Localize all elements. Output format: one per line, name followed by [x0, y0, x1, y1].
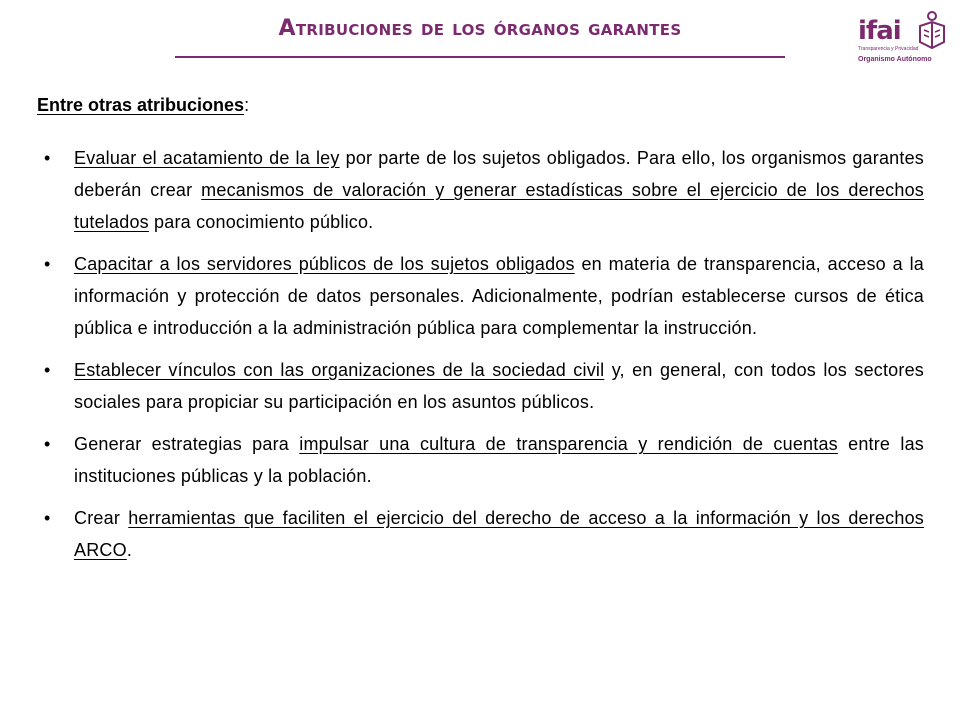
item-text: Generar estrategias para [74, 434, 300, 454]
lead-colon: : [244, 95, 250, 115]
bullet-icon: • [44, 254, 51, 274]
bullet-icon: • [44, 148, 51, 168]
item-text: Crear [74, 508, 129, 528]
item-text: por parte de los sujetos obligados. Para ello, los organismos garantes deberán crear [74, 148, 924, 200]
underlined-text: mecanismos de valoración y generar estadísticas sobre el ejercicio de los derechos tutelados [74, 180, 925, 232]
underlined-text: herramientas que faciliten el ejercicio del derecho de acceso a la información y los derechos ARCO [74, 508, 924, 560]
lead-text: Entre otras atribuciones [37, 95, 245, 115]
item-text: para conocimiento público. [148, 212, 374, 232]
ifai-logo [856, 10, 948, 68]
logo-wordmark: ifai [858, 16, 901, 46]
title-underline [175, 56, 785, 58]
item-text: entre las instituciones públicas y la población. [74, 434, 924, 486]
item-text: y, en general, con todos los sectores sociales para propiciar su participación en los asuntos públicos. [74, 360, 924, 412]
underlined-text: Capacitar a los servidores públicos de los sujetos obligados [74, 254, 575, 274]
logo-mark-icon [916, 10, 948, 50]
bullet-icon: • [44, 360, 51, 380]
list-item [44, 354, 924, 418]
logo-subtitle: Transparencia y Privacidad [858, 46, 919, 52]
page-title: Atribuciones de los órganos garantes [278, 16, 682, 41]
underlined-text: impulsar una cultura de transparencia y rendición de cuentas [299, 434, 838, 454]
list-item [44, 502, 924, 566]
item-text: en materia de transparencia, acceso a la información y protección de datos personales. Adicionalmente, podrían establecerse cursos de ética pública e introducción a la administración pública para complementar la instrucción. [74, 254, 924, 338]
bullet-icon: • [44, 434, 51, 454]
lead-heading [37, 95, 249, 116]
logo-autonomo: Organismo Autónomo [858, 56, 932, 63]
underlined-text: Evaluar el acatamiento de la ley [74, 148, 340, 168]
list-item [44, 428, 924, 492]
attributions-list [44, 142, 924, 576]
list-item [44, 248, 924, 344]
item-text: . [126, 540, 133, 560]
list-item [44, 142, 924, 238]
bullet-icon: • [44, 508, 51, 528]
underlined-text: Establecer vínculos con las organizaciones de la sociedad civil [74, 360, 605, 380]
